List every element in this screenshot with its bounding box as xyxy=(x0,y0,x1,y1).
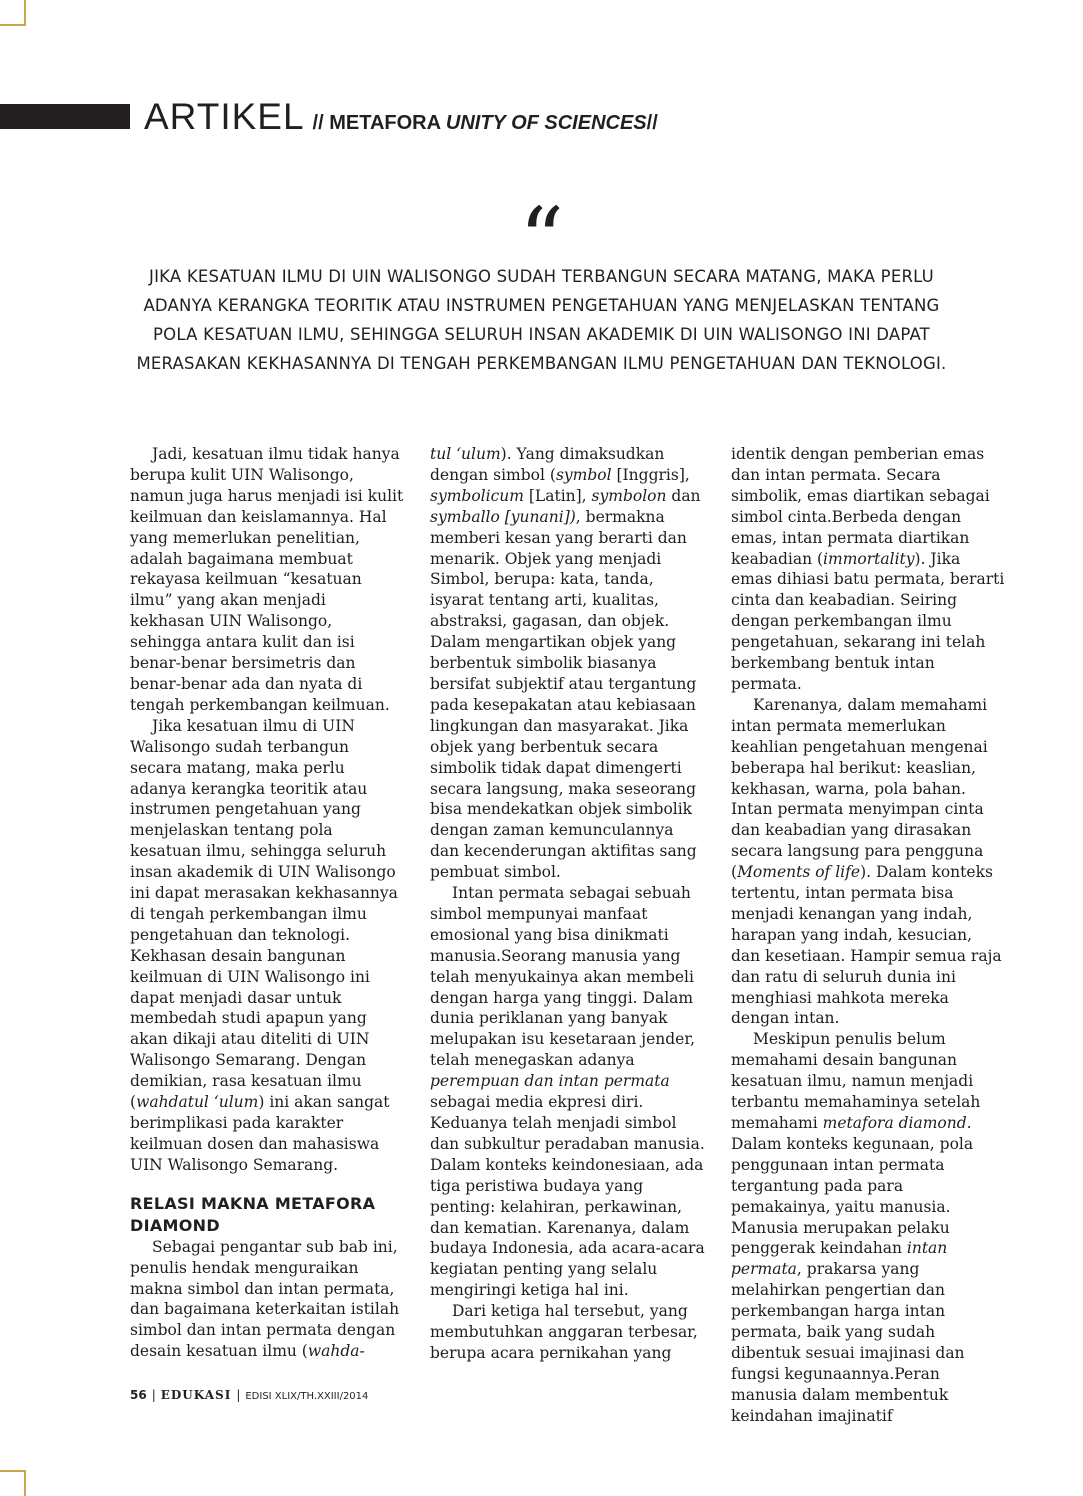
text: ). Jika emas dihiasi batu permata, berarti cinta dan keabadian. Seiring dengan perkembangan ilmu pengetahuan, sekarang ini telah berkembang bentuk intan permata. xyxy=(731,549,1005,693)
italic-text: wahdatul ‘ulum xyxy=(136,1093,259,1112)
italic-text: symbol xyxy=(555,465,612,484)
italic-text: wahda- xyxy=(307,1342,365,1361)
footer-separator: | xyxy=(151,1388,156,1402)
text: Meskipun penulis belum memahami desain bangunan kesatuan ilmu, namun menjadi terbantu memahaminya setelah memahami xyxy=(731,1030,981,1132)
column-2 xyxy=(430,444,705,1364)
text: , bermakna memberi kesan yang berarti dan menarik. Objek yang menjadi Simbol, berupa: kata, tanda, isyarat tentang arti, kualitas, abstraksi, gagasan, dan objek. Dalam mengartikan objek yang berbentuk simbolik biasanya bersifat subjektif atau tergantung pada kesepakatan atau kebiasaan lingkungan dan masyarakat. Jika objek yang berbentuk secara simbolik tidak dapat dimengerti secara langsung, maka seseorang bisa mendekatkan objek simbolik dengan zaman kemunculannya dan kecenderungan aktifitas sang pembuat simbol. xyxy=(430,507,697,882)
quote-mark: “ xyxy=(519,188,564,291)
paragraph xyxy=(430,444,705,883)
section-heading: RELASI MAKNA METAFORA DIAMOND xyxy=(130,1193,376,1235)
text: Intan permata sebagai sebuah simbol mempunyai manfaat emosional yang bisa dinikmati manusia.Seorang manusia yang telah menyukainya akan membeli dengan harga yang tinggi. Dalam dunia periklanan yang banyak melupakan isu kesetaraan jender, telah menegaskan adanya xyxy=(430,884,695,1070)
paragraph: Jadi, kesatuan ilmu tidak hanya berupa kulit UIN Walisongo, namun juga harus menjadi isi kulit keilmuan dan keislamannya. Hal yang memerlukan penelitian, adalah bagaimana membuat rekayasa keilmuan “kesatuan ilmu” yang akan menjadi kekhasan UIN Walisongo, sehingga antara kulit dan isi benar-benar bersimetris dan benar-benar ada dan nyata di tengah perkembangan keilmuan. xyxy=(130,445,404,714)
column-1 xyxy=(130,444,405,1362)
text: sebagai media ekpresi diri. Keduanya telah menjadi simbol dan subkultur peradaban manusia. Dalam konteks keindonesiaan, ada tiga peristiwa budaya yang penting: kelahiran, perkawinan, dan kematian. Karenanya, dalam budaya Indonesia, ada acara-acara kegiatan penting yang selalu mengiringi ketiga hal ini. xyxy=(430,1093,705,1300)
text: ) ini akan sangat berimplikasi pada karakter keilmuan dosen dan mahasiswa UIN Walisongo Semarang. xyxy=(130,1093,390,1174)
text: identik dengan pemberian emas dan intan permata. Secara simbolik, emas diartikan sebagai simbol cinta.Berbeda dengan emas, intan permata diartikan keabadian ( xyxy=(731,445,990,568)
text: ). Yang dimaksudkan dengan simbol ( xyxy=(430,445,665,484)
crop-mark-bottom-left-horizontal xyxy=(0,1470,26,1472)
paragraph xyxy=(731,695,1006,1030)
italic-text: metafora diamond xyxy=(822,1114,967,1132)
section-label: ARTIKEL xyxy=(144,96,305,137)
series-suffix: // xyxy=(646,112,658,134)
italic-text: intan permata xyxy=(731,1239,948,1279)
italic-text: symballo [yunani]) xyxy=(430,507,576,526)
paragraph xyxy=(130,716,405,1176)
text: , prakarsa yang melahirkan pengertian dan perkembangan harga intan permata, baik yang sudah dibentuk sesuai imajinasi dan fungsi kegunaannya.Peran manusia dalam membentuk keindahan imajinatif xyxy=(731,1260,965,1425)
pull-quote: JIKA KESATUAN ILMU DI UIN WALISONGO SUDAH TERBANGUN SECARA MATANG, MAKA PERLU ADANYA KERANGKA TEORITIK ATAU INSTRUMEN PENGETAHUAN YANG MENJELASKAN TENTANG POLA KESATUAN ILMU, SEHINGGA SELURUH INSAN AKADEMIK DI UIN WALISONGO INI DAPAT MERASAKAN KEKHASANNYA DI TENGAH PERKEMBANGAN ILMU PENGETAHUAN DAN TEKNOLOGI. xyxy=(136,267,947,373)
footer-separator: | xyxy=(236,1388,241,1402)
series-title xyxy=(313,112,658,134)
page-footer xyxy=(130,1388,368,1402)
text: [Latin], xyxy=(523,486,592,505)
paragraph xyxy=(731,1029,1006,1426)
paragraph xyxy=(430,883,705,1301)
series-prefix: // METAFORA xyxy=(312,112,446,134)
text: Jika kesatuan ilmu di UIN Walisongo sudah terbangun secara matang, maka perlu adanya kerangka teoritik atau instrumen pengetahuan yang menjelaskan tentang pola kesatuan ilmu, sehingga seluruh insan akademik di UIN Walisongo ini dapat merasakan kekhasannya di tengah perkembangan ilmu pengetahuan dan teknologi. Kekhasan desain bangunan keilmuan di UIN Walisongo ini dapat menjadi dasar untuk membedah studi apapun yang akan dikaji atau diteliti di UIN Walisongo Semarang. Dengan demikian, rasa kesatuan ilmu ( xyxy=(130,716,398,1112)
paragraph: Dari ketiga hal tersebut, yang membutuhkan anggaran terbesar, berupa acara pernikahan yang xyxy=(430,1302,698,1362)
italic-text: immortality xyxy=(823,549,915,568)
italic-text: symbolicum xyxy=(430,486,524,505)
italic-text: symbolon xyxy=(591,486,667,505)
italic-text: perempuan dan intan permata xyxy=(430,1072,670,1091)
italic-text: Moments of life xyxy=(737,863,861,882)
text: Sebagai pengantar sub bab ini, penulis hendak menguraikan makna simbol dan intan permata, dan bagaimana keterkaitan istilah simbol dan intan permata dengan desain kesatuan ilmu ( xyxy=(130,1237,400,1361)
crop-mark-bottom-left-vertical xyxy=(24,1470,26,1496)
page-header xyxy=(144,96,658,138)
header-bar xyxy=(0,104,130,129)
page-number: 56 xyxy=(130,1388,147,1402)
paragraph xyxy=(731,444,1006,695)
crop-mark-top-left-horizontal xyxy=(0,24,26,26)
italic-text: tul ‘ulum xyxy=(430,445,501,463)
text: Karenanya, dalam memahami intan permata memerlukan keahlian pengetahuan mengenai beberapa hal berikut: keaslian, kekhasan, warna, pola bahan. Intan permata menyimpan cinta dan keabadian yang dirasakan secara langsung para pengguna ( xyxy=(731,695,988,882)
crop-mark-top-left-vertical xyxy=(24,0,26,26)
edition-info: EDISI XLIX/TH.XXIII/2014 xyxy=(245,1391,369,1402)
text: ). Dalam konteks tertentu, intan permata bisa menjadi kenangan yang indah, harapan yang indah, kesucian, dan kesetiaan. Hampir semua raja dan ratu di seluruh dunia ini menghiasi mahkota mereka dengan intan. xyxy=(731,863,1002,1028)
text: . Dalam konteks kegunaan, pola penggunaan intan permata tergantung pada para pemakainya, yaitu manusia. Manusia merupakan pelaku penggerak keindahan xyxy=(731,1114,974,1258)
series-italic: UNITY OF SCIENCES xyxy=(445,112,647,134)
column-3 xyxy=(731,444,1006,1427)
text: dan xyxy=(666,486,701,505)
text: [Inggris], xyxy=(611,465,690,484)
paragraph xyxy=(130,1237,405,1362)
magazine-name: EDUKASI xyxy=(160,1388,232,1402)
